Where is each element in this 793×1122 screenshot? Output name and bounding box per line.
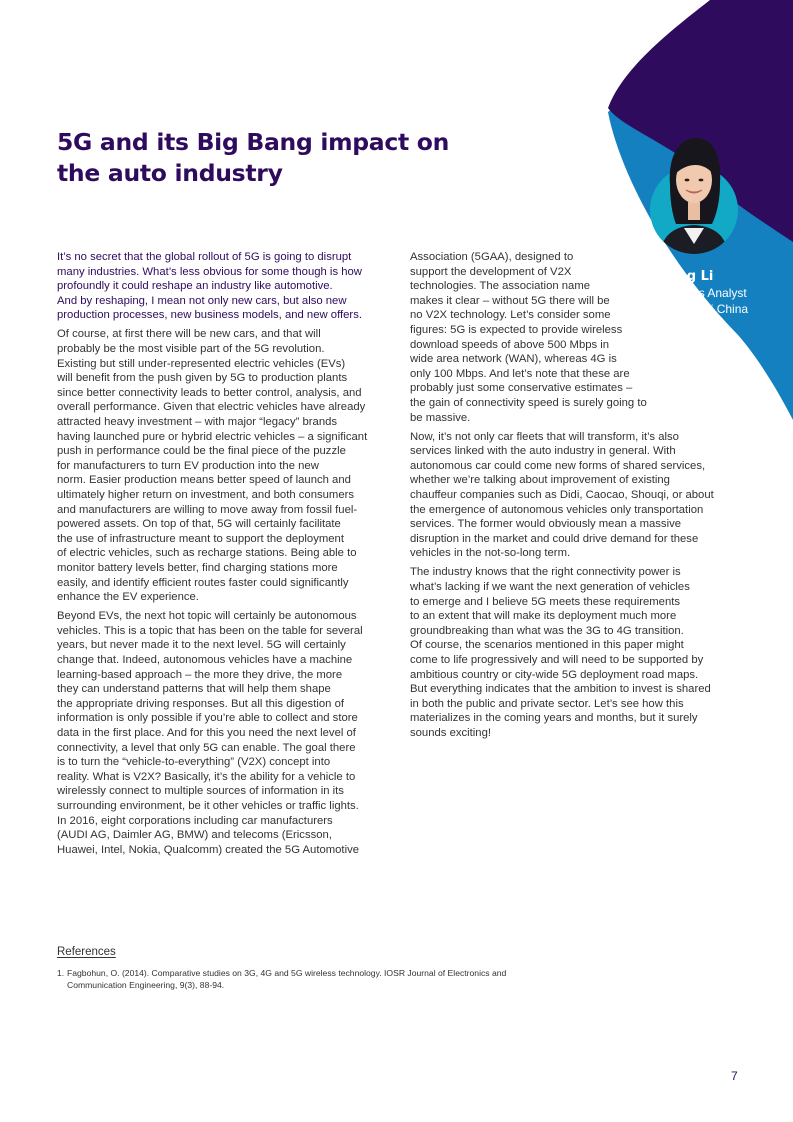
- text-line: easily, and identify efficient routes faster could significantly: [57, 576, 349, 589]
- text-line: they can understand patterns that will help them shape: [57, 683, 331, 696]
- text-line: services linked with the auto industry in general. With: [410, 445, 676, 458]
- text-line: download speeds of above 500 Mbps in: [410, 338, 610, 351]
- text-line: materializes in the coming years and months, but it surely: [410, 712, 698, 725]
- text-line: no V2X technology. Let’s consider some: [410, 309, 611, 322]
- text-line: information is only possible if you’re able to collect and store: [57, 712, 358, 725]
- text-line: Of course, at first there will be new cars, and that will: [57, 328, 321, 341]
- text-line: norm. Easier production means better speed of launch and: [57, 474, 351, 487]
- text-line: will benefit from the push given by 5G to production plants: [57, 372, 348, 385]
- text-line: The industry knows that the right connectivity power is: [410, 566, 681, 579]
- right-column: [410, 250, 735, 745]
- body-paragraph-ev: [57, 327, 387, 604]
- text-line: vehicles. This is a topic that has been on the table for several: [57, 624, 363, 637]
- intro-paragraph: [57, 250, 387, 323]
- text-line: wirelessly connect to multiple sources of information in its: [57, 785, 344, 798]
- text-line: whether we’re talking about improvement of existing: [410, 474, 670, 487]
- text-line: connectivity, a level that only 5G can enable. The goal there: [57, 741, 356, 754]
- text-line: having launched pure or hybrid electric vehicles – a significant: [57, 430, 368, 443]
- text-line: many industries. What’s less obvious for some though is how: [57, 265, 362, 278]
- text-line: technologies. The association name: [410, 280, 591, 293]
- text-line: data in the first place. And for this you need the next level of: [57, 727, 356, 739]
- text-line: for manufacturers to turn EV production into the new: [57, 459, 319, 472]
- text-line: powered assets. On top of that, 5G will certainly facilitate: [57, 518, 341, 531]
- text-line: years, but never made it to the next level. 5G will certainly: [57, 639, 346, 652]
- title-line: 5G and its Big Bang impact on: [57, 128, 450, 156]
- text-line: the appropriate driving responses. But all this digestion of: [57, 697, 344, 710]
- text-line: Now, it’s not only car fleets that will transform, it’s also: [410, 430, 679, 443]
- text-line: to emerge and I believe 5G meets these requirements: [410, 595, 681, 608]
- text-line: And by reshaping, I mean not only new cars, but also new: [57, 294, 347, 307]
- text-line: to an extent that will make its deployment much more: [410, 610, 677, 623]
- text-line: Communication Engineering, 9(3), 88-94.: [67, 980, 225, 990]
- text-line: Beyond EVs, the next hot topic will certainly be autonomous: [57, 610, 357, 623]
- text-line: push in performance could be the final piece of the puzzle: [57, 445, 346, 458]
- references-list: [57, 967, 547, 991]
- text-line: in both the public and private sector. Let’s see how this: [410, 697, 684, 710]
- text-line: makes it clear – without 5G there will be: [410, 294, 610, 307]
- text-line: autonomous car could come new forms of shared services,: [410, 459, 706, 472]
- text-line: Huawei, Intel, Nokia, Qualcomm) created the 5G Automotive: [57, 843, 360, 856]
- text-line: the emergence of autonomous vehicles only transportation: [410, 503, 704, 516]
- reference-item: [57, 967, 547, 991]
- text-line: probably just some conservative estimates –: [410, 382, 633, 395]
- text-line: (AUDI AG, Daimler AG, BMW) and telecoms (Ericsson,: [57, 829, 332, 842]
- reference-text: [67, 967, 547, 991]
- left-column: [57, 250, 387, 862]
- text-line: chauffeur companies such as Didi, Caocao, Shouqi, or about: [410, 489, 714, 501]
- body-paragraph-autonomous: [57, 609, 387, 857]
- text-line: groundbreaking than what was the 3G to 4G transition.: [410, 624, 684, 637]
- author-role: Business Analyst: [656, 286, 747, 300]
- text-line: of electric vehicles, such as recharge stations. Being able to: [57, 547, 357, 560]
- text-line: reality. What is V2X? Basically, it’s the ability for a vehicle to: [57, 770, 356, 783]
- text-line: Fagbohun, O. (2014). Comparative studies on 3G, 4G and 5G wireless technology. IOSR Journal of Electronics and: [67, 968, 507, 978]
- text-line: figures: 5G is expected to provide wireless: [410, 323, 623, 336]
- text-line: monitor battery levels better, find charging stations more: [57, 561, 338, 574]
- text-line: learning-based approach – the more they drive, the more: [57, 668, 343, 681]
- text-line: and manufacturers are willing to move away from fossil fuel-: [57, 503, 358, 516]
- text-line: come to life progressively and will need to be supported by: [410, 654, 704, 667]
- body-paragraph-5gaa: [410, 250, 735, 425]
- text-line: production processes, new business models, and new offers.: [57, 309, 362, 322]
- text-line: disruption in the market and could drive demand for these: [410, 532, 699, 545]
- text-line: vehicles in the not-so-long term.: [410, 547, 571, 560]
- body-paragraph-services: [410, 430, 735, 561]
- text-line: Of course, the scenarios mentioned in this paper might: [410, 639, 684, 652]
- text-line: It’s no secret that the global rollout of 5G is going to disrupt: [57, 251, 352, 263]
- text-line: overall performance. Given that electric vehicles have already: [57, 401, 366, 414]
- text-line: But everything indicates that the ambition to invest is shared: [410, 683, 711, 696]
- text-line: ultimately higher return on investment, and both consumers: [57, 489, 355, 501]
- text-line: ambitious country or city-wide 5G deployment road maps.: [410, 668, 699, 681]
- text-line: support the development of V2X: [410, 265, 572, 278]
- text-line: the use of infrastructure meant to support the deployment: [57, 532, 344, 545]
- text-line: In 2016, eight corporations including car manufacturers: [57, 814, 333, 827]
- text-line: the gain of connectivity speed is surely going to: [410, 396, 647, 409]
- text-line: only 100 Mbps. And let’s note that these are: [410, 367, 630, 380]
- text-line: what’s lacking if we want the next generation of vehicles: [410, 581, 690, 594]
- text-line: change that. Indeed, autonomous vehicles have a machine: [57, 654, 353, 667]
- author-photo: [650, 136, 738, 254]
- text-line: Existing but still under-represented electric vehicles (EVs): [57, 357, 346, 370]
- text-line: is to turn the “vehicle-to-everything” (V2X) concept into: [57, 756, 331, 769]
- text-line: services. The former would obviously mean a massive: [410, 518, 682, 531]
- text-line: attracted heavy investment – with major “legacy” brands: [57, 416, 338, 429]
- text-line: since better connectivity leads to better control, analysis, and: [57, 386, 362, 399]
- references-heading: References: [57, 946, 116, 958]
- title-line: the auto industry: [57, 159, 283, 187]
- author-company: Capgemini China: [656, 302, 749, 316]
- text-line: profoundly it could reshape an industry like automotive.: [57, 280, 333, 293]
- text-line: enhance the EV experience.: [57, 591, 199, 604]
- page-number: 7: [731, 1069, 738, 1083]
- body-paragraph-conclusion: [410, 565, 735, 740]
- text-line: Association (5GAA), designed to: [410, 251, 574, 263]
- author-name: Liang Li: [656, 269, 714, 284]
- text-line: probably be the most visible part of the 5G revolution.: [57, 343, 325, 356]
- text-line: be massive.: [410, 411, 471, 424]
- reference-number: 1.: [57, 968, 65, 978]
- page-title: [57, 127, 477, 189]
- text-line: surrounding environment, be it other vehicles or traffic lights.: [57, 799, 359, 812]
- text-line: sounds exciting!: [410, 727, 492, 739]
- text-line: wide area network (WAN), whereas 4G is: [410, 353, 617, 366]
